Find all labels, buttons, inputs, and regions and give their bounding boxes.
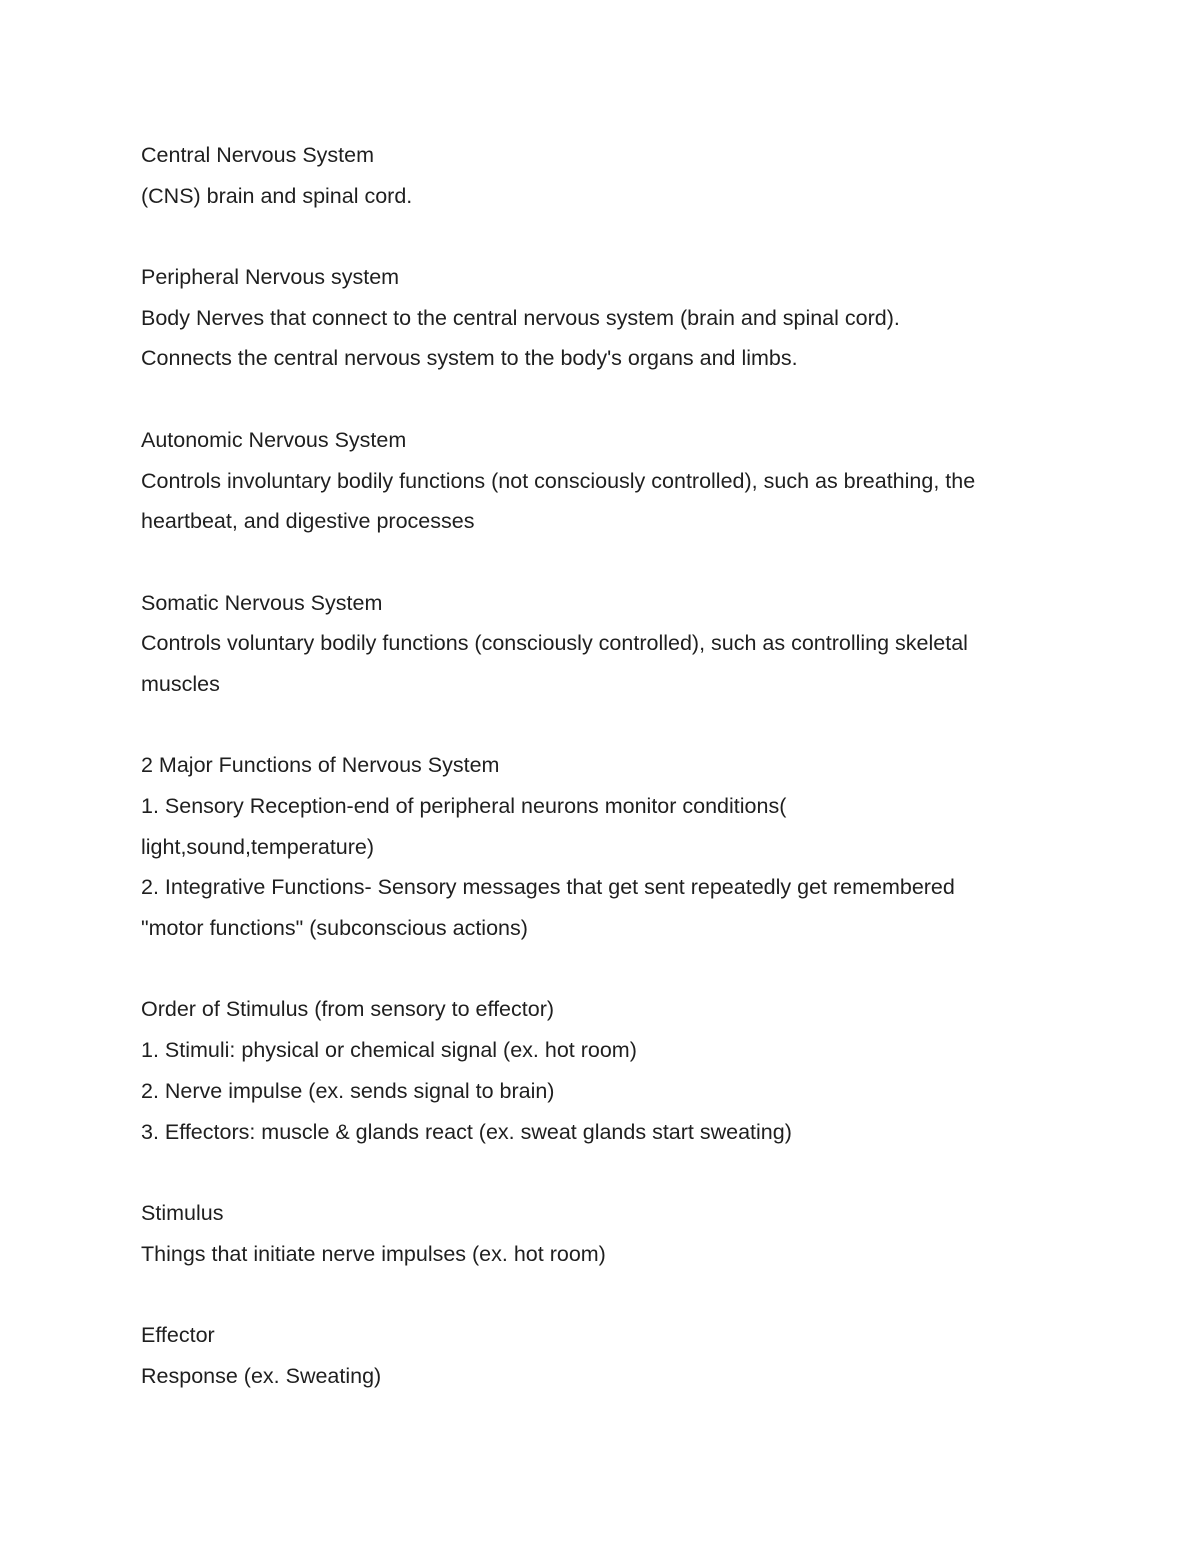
text-line: (CNS) brain and spinal cord. bbox=[141, 183, 413, 208]
heading-order-of-stimulus: Order of Stimulus (from sensory to effector) bbox=[141, 997, 555, 1022]
text-line: Controls involuntary bodily functions (not consciously controlled), such as breathing, the bbox=[141, 468, 976, 493]
text-line: heartbeat, and digestive processes bbox=[141, 509, 475, 534]
heading-somatic: Somatic Nervous System bbox=[141, 590, 383, 615]
list-item: 1. Sensory Reception-end of peripheral neurons monitor conditions( bbox=[141, 794, 787, 818]
text-line: muscles bbox=[141, 671, 220, 696]
text-line: Body Nerves that connect to the central nervous system (brain and spinal cord). bbox=[141, 305, 900, 330]
blank-line bbox=[141, 216, 1071, 257]
text-line: Response (ex. Sweating) bbox=[141, 1363, 382, 1388]
heading-effector: Effector bbox=[141, 1322, 215, 1347]
blank-line bbox=[141, 949, 1071, 990]
blank-line bbox=[141, 1152, 1071, 1193]
heading-stimulus: Stimulus bbox=[141, 1200, 224, 1225]
text-line: Controls voluntary bodily functions (consciously controlled), such as controlling skeletal bbox=[141, 631, 968, 656]
text-line: Connects the central nervous system to the body's organs and limbs. bbox=[141, 346, 798, 371]
list-item: 2. Nerve impulse (ex. sends signal to brain) bbox=[141, 1078, 555, 1103]
text-line: Things that initiate nerve impulses (ex. hot room) bbox=[141, 1241, 606, 1266]
heading-pns: Peripheral Nervous system bbox=[141, 265, 400, 290]
blank-line bbox=[141, 705, 1071, 746]
blank-line bbox=[141, 1274, 1071, 1315]
heading-major-functions: 2 Major Functions of Nervous System bbox=[141, 753, 500, 778]
list-item-continuation: light,sound,temperature) bbox=[141, 834, 375, 859]
blank-line bbox=[141, 542, 1071, 583]
list-item: 2. Integrative Functions- Sensory messages that get sent repeatedly get remembered bbox=[141, 875, 955, 900]
list-item: 1. Stimuli: physical or chemical signal (ex. hot room) bbox=[141, 1038, 637, 1063]
list-item: 3. Effectors: muscle & glands react (ex. sweat glands start sweating) bbox=[141, 1119, 792, 1144]
heading-cns: Central Nervous System bbox=[141, 143, 374, 167]
document-page bbox=[141, 135, 1071, 1396]
list-item-continuation: "motor functions" (subconscious actions) bbox=[141, 916, 528, 941]
heading-autonomic: Autonomic Nervous System bbox=[141, 427, 407, 452]
blank-line bbox=[141, 379, 1071, 420]
